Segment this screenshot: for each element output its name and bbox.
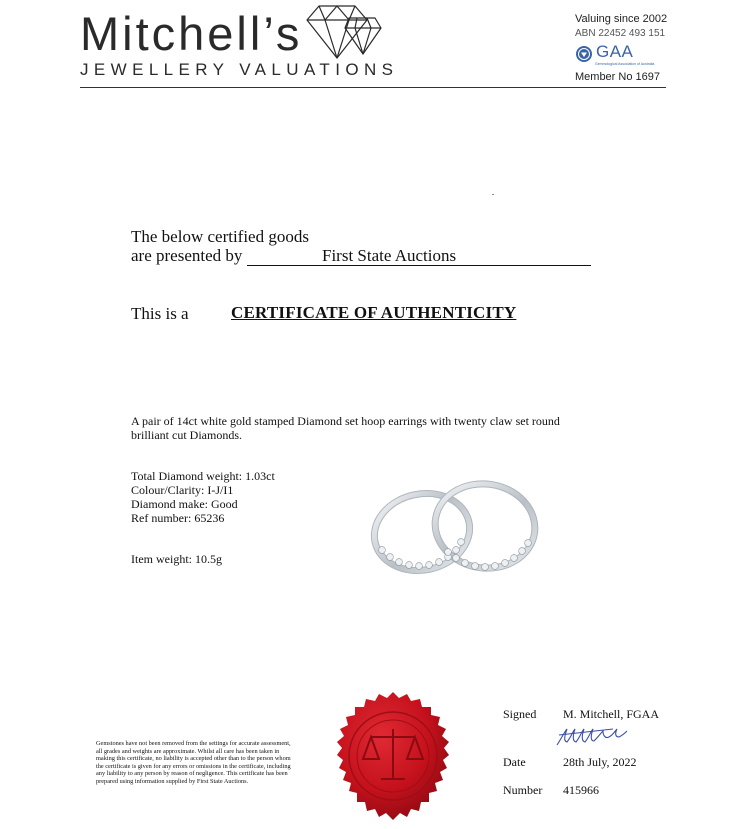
ref-number: Ref number: 65236: [131, 511, 225, 525]
brand-subtitle: JEWELLERY VALUATIONS: [80, 60, 399, 79]
diamond-logo-icon: [305, 4, 383, 60]
gaa-label: GAA: [596, 41, 634, 61]
header-credentials: [575, 12, 735, 84]
certificate-number: 415966: [563, 783, 599, 797]
certificate-prefix: This is a: [131, 304, 189, 323]
abn-number: ABN 22452 493 151: [575, 28, 666, 39]
item-specs: [131, 469, 275, 525]
valuing-since: Valuing since 2002: [575, 13, 668, 25]
earrings-photo: [360, 478, 560, 578]
number-label: Number: [503, 783, 543, 797]
header-divider: [80, 87, 666, 88]
presented-by-label: are presented by: [131, 246, 243, 265]
disclaimer-text: Gemstones have not been removed from the settings for accurate assessment, all grades and weights are approximate. Whilst all care has been taken in making this certificate, no liability is accepted other than to the person whom the certificate is given for any errors or omissions in the certificate, including any liability to any person by reason of negligence. This certificate has been prepared using information supplied by First State Auctions.: [96, 740, 291, 785]
total-diamond-weight: Total Diamond weight: 1.03ct: [131, 469, 275, 483]
certificate-date: 28th July, 2022: [563, 755, 637, 769]
member-number: Member No 1697: [575, 71, 660, 83]
handwritten-signature: [553, 725, 633, 747]
diamond-make: Diamond make: Good: [131, 497, 238, 511]
signed-label: Signed: [503, 707, 537, 721]
brand-name: Mitchell’s: [80, 7, 303, 60]
stray-mark: [492, 194, 494, 195]
certificate-title: CERTIFICATE OF AUTHENTICITY: [231, 303, 517, 322]
wax-seal-icon: [319, 681, 467, 829]
gaa-emblem-icon: [575, 45, 593, 63]
certified-goods-line: The below certified goods: [131, 227, 309, 246]
date-label: Date: [503, 755, 526, 769]
colour-clarity: Colour/Clarity: I-J/I1: [131, 483, 234, 497]
signer-name: M. Mitchell, FGAA: [563, 707, 659, 721]
presenter-name: First State Auctions: [247, 246, 591, 266]
item-weight: Item weight: 10.5g: [131, 552, 222, 566]
item-description: A pair of 14ct white gold stamped Diamond set hoop earrings with twenty claw set round brilliant cut Diamonds.: [131, 414, 560, 442]
gaa-fine-print: Gemmological Association of Australia: [595, 61, 655, 66]
gaa-badge: [575, 41, 735, 66]
